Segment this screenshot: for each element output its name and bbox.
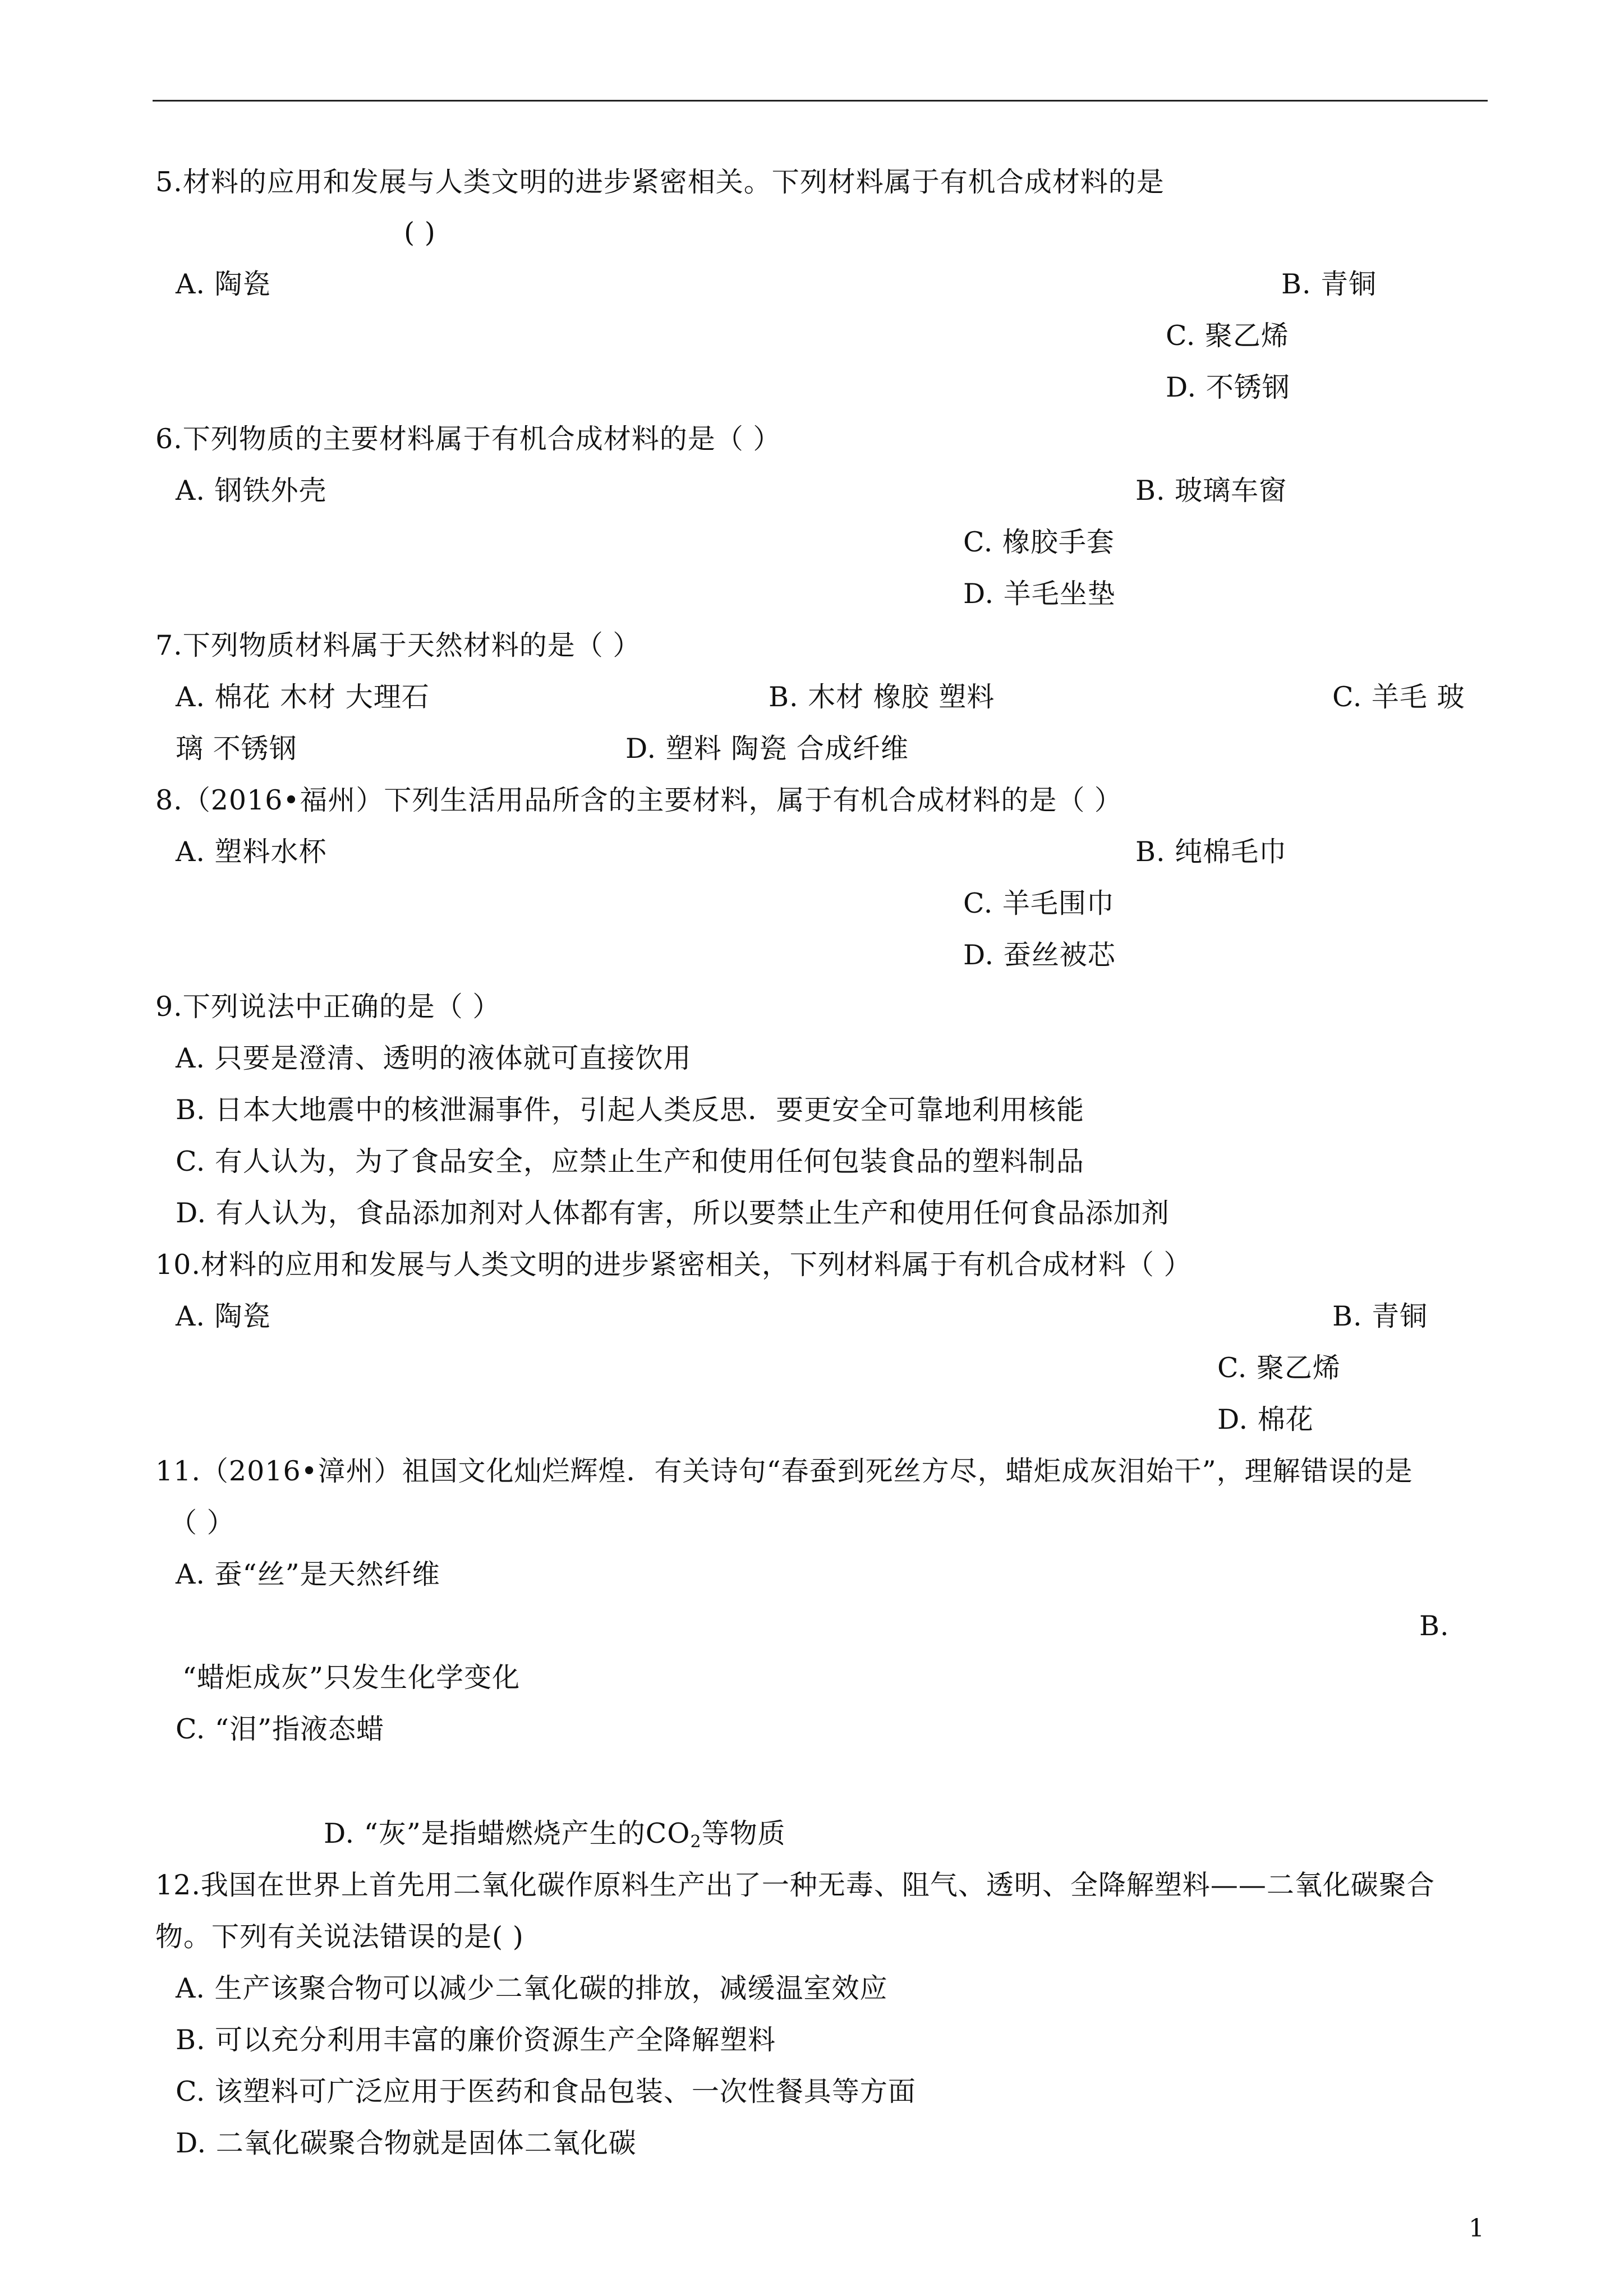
- q10-option-d: D. 棉花: [1217, 1404, 1314, 1435]
- q7-option-b: B. 木材 橡胶 塑料: [769, 681, 995, 713]
- q10-option-a: A. 陶瓷: [176, 1300, 271, 1332]
- q11-option-b-text: “蜡炬成灰”只发生化学变化: [182, 1662, 521, 1694]
- q8-option-b: B. 纯棉毛巾: [1135, 836, 1287, 868]
- q11-stem: 11.（2016•漳州）祖国文化灿烂辉煌．有关诗句“春蚕到死丝方尽，蜡炬成灰泪始干”，理解错误的是: [155, 1455, 1413, 1487]
- q9-option-a: A. 只要是澄清、透明的液体就可直接饮用: [176, 1042, 692, 1074]
- q7-option-c: C. 羊毛 玻: [1332, 681, 1465, 713]
- q10-option-b: B. 青铜: [1332, 1300, 1428, 1332]
- q10-option-c: C. 聚乙烯: [1217, 1352, 1341, 1384]
- q7-option-a: A. 棉花 木材 大理石: [176, 681, 430, 713]
- q8-option-d: D. 蚕丝被芯: [963, 939, 1116, 971]
- q11-option-d-tail: 等物质: [701, 1818, 786, 1849]
- q11-option-d-text: D. “灰”是指蜡燃烧产生的CO: [324, 1818, 691, 1849]
- q5-stem: 5.材料的应用和发展与人类文明的进步紧密相关。下列材料属于有机合成材料的是: [155, 166, 1165, 198]
- q11-option-d: [324, 1817, 786, 1851]
- q9-stem: 9.下列说法中正确的是（ ）: [155, 991, 501, 1023]
- q11-option-b-label: B.: [1419, 1610, 1450, 1642]
- q6-option-a: A. 钢铁外壳: [176, 475, 327, 507]
- q6-option-d: D. 羊毛坐垫: [963, 578, 1116, 610]
- q12-option-c: C. 该塑料可广泛应用于医药和食品包装、一次性餐具等方面: [176, 2076, 916, 2108]
- q12-option-a: A. 生产该聚合物可以减少二氧化碳的排放，减缓温室效应: [176, 1972, 888, 2004]
- q12-stem-continued: 物。下列有关说法错误的是( ): [155, 1921, 524, 1953]
- q12-option-d: D. 二氧化碳聚合物就是固体二氧化碳: [176, 2127, 637, 2159]
- q5-option-b: B. 青铜: [1281, 268, 1377, 300]
- q11-option-c: C. “泪”指液态蜡: [176, 1713, 384, 1745]
- q6-option-b: B. 玻璃车窗: [1135, 475, 1287, 507]
- q11-answer-blank: （ ）: [169, 1507, 235, 1539]
- q8-stem: 8.（2016•福州）下列生活用品所含的主要材料，属于有机合成材料的是（ ）: [155, 784, 1122, 816]
- q6-stem: 6.下列物质的主要材料属于有机合成材料的是（ ）: [155, 423, 781, 455]
- q11-option-d-subscript: 2: [690, 1832, 702, 1852]
- header-rule: [153, 100, 1488, 102]
- q8-option-a: A. 塑料水杯: [176, 836, 327, 868]
- q8-option-c: C. 羊毛围巾: [963, 887, 1115, 919]
- q5-option-c: C. 聚乙烯: [1166, 320, 1289, 352]
- q5-option-d: D. 不锈钢: [1166, 371, 1290, 403]
- q7-stem: 7.下列物质材料属于天然材料的是（ ）: [155, 629, 641, 661]
- q9-option-b: B. 日本大地震中的核泄漏事件，引起人类反思．要更安全可靠地利用核能: [176, 1094, 1085, 1126]
- q11-option-a: A. 蚕“丝”是天然纤维: [176, 1558, 440, 1590]
- q12-stem: 12.我国在世界上首先用二氧化碳作原料生产出了一种无毒、阻气、透明、全降解塑料——二氧化碳聚合: [155, 1869, 1435, 1901]
- q5-option-a: A. 陶瓷: [176, 268, 271, 300]
- q9-option-d: D. 有人认为，食品添加剂对人体都有害，所以要禁止生产和使用任何食品添加剂: [176, 1197, 1170, 1229]
- q7-option-d: D. 塑料 陶瓷 合成纤维: [625, 733, 909, 765]
- q5-answer-blank: ( ): [404, 217, 436, 249]
- q7-option-c-continued: 璃 不锈钢: [176, 733, 297, 765]
- q9-option-c: C. 有人认为，为了食品安全，应禁止生产和使用任何包装食品的塑料制品: [176, 1145, 1084, 1177]
- q10-stem: 10.材料的应用和发展与人类文明的进步紧密相关，下列材料属于有机合成材料（ ）: [155, 1249, 1192, 1281]
- q12-option-b: B. 可以充分利用丰富的廉价资源生产全降解塑料: [176, 2024, 776, 2056]
- q6-option-c: C. 橡胶手套: [963, 526, 1115, 558]
- page-number: 1: [1469, 2214, 1484, 2243]
